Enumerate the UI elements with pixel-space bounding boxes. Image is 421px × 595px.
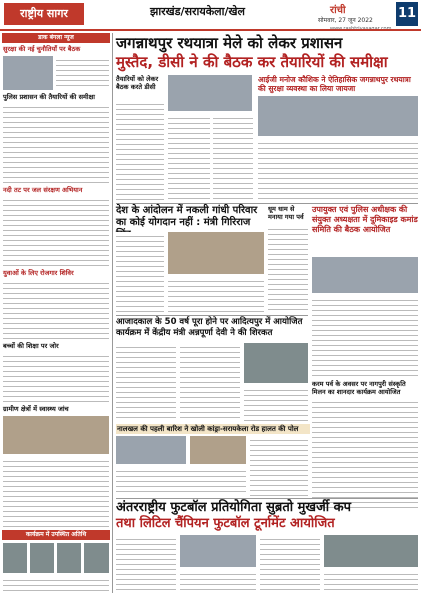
mid-story-photo: [168, 232, 264, 274]
bottom-story-headline-2: तथा लिटिल चैंपियन फुटबॉल टूर्नामेंट आयोजित: [116, 516, 335, 531]
lower-story-text-col-1: [116, 343, 176, 421]
masthead: [0, 0, 421, 30]
top-story-text-col-1: [116, 100, 164, 200]
right-story-1-text: [258, 139, 418, 200]
section-title: झारखंड/सरायकेला/खेल: [150, 5, 245, 18]
bottom-story-photo-2: [324, 535, 418, 567]
left-headline-2: पुलिस प्रशासन की तैयारियों की समीक्षा: [3, 93, 95, 101]
page-number: 11: [396, 2, 418, 26]
left-headline-3: नदी तट पर जल संरक्षण अभियान: [3, 186, 83, 194]
divider-mid: [116, 315, 308, 316]
top-story-caption: तैयारियों को लेकर बैठक करते डीसी: [116, 75, 159, 91]
right-story-1-headline: आईजी मनोज कौशिक ने ऐतिहासिक जगन्नाथपुर रथयात्रा की सुरक्षा व्यवस्था का लिया जायजा: [258, 75, 411, 93]
newspaper-logo: राष्ट्रीय सागर: [4, 3, 84, 25]
bottom-story-text-col-3: [260, 535, 320, 592]
banner-text: [250, 436, 308, 496]
bottom-story-photo-1: [180, 535, 256, 567]
top-story-photo: [168, 75, 252, 111]
column-divider-left: [112, 33, 113, 593]
left-text-block-6: [3, 457, 109, 527]
person-photo-2: [30, 543, 54, 573]
top-story-headline-1: जगन्नाथपुर रथयात्रा मेले को लेकर प्रशासन: [116, 34, 343, 52]
top-story-headline-2: मुस्तैद, डीसी ने की बैठक कर तैयारियों की समीक्षा: [116, 53, 388, 71]
banner-text-2: [116, 467, 246, 496]
left-headline-4: युवाओं के लिए रोजगार शिविर: [3, 269, 74, 277]
person-photo-1: [3, 543, 27, 573]
bottom-story-text-col-1: [116, 535, 176, 592]
mid-story-text-col-2: [168, 277, 264, 312]
banner-photo-2: [190, 436, 246, 464]
right-story-2-small-headline: धूम धाम से मनाया गया पर्व: [268, 205, 304, 221]
right-story-2-photo: [312, 257, 418, 293]
right-story-3-text: [312, 398, 418, 508]
person-photo-3: [57, 543, 81, 573]
right-story-1-photo: [258, 96, 418, 136]
banner-story-headline: नालखल की पहली बारिश ने खोली कांड्रा-सरायकेला रोड हालत की पोल: [116, 424, 310, 434]
masthead-rule: [0, 29, 421, 31]
left-headline-1: सुरक्षा की नई चुनौतियाँ पर बैठक: [3, 45, 81, 53]
left-text-block-1: [56, 56, 109, 90]
left-photo-2: [3, 416, 109, 454]
right-story-2-text: [312, 296, 418, 376]
lower-story-text-col-2: [180, 343, 240, 421]
brief-text: [268, 225, 308, 312]
right-story-2-headline: उपायुक्त एवं पुलिस अधीक्षक की संयुक्त अध्यक्षता में दुमिकाइड कमांड समिति की बैठक आयोजित: [312, 205, 418, 234]
lower-story-headline: आजादकाल के 50 वर्ष पूरा होने पर आदित्यपुर में आयोजित कार्यक्रम में केंद्रीय मंत्री अन्नपूर्णा देवी ने की शिरकत: [116, 317, 303, 338]
person-photo-4: [84, 543, 109, 573]
top-story-text-col-3: [213, 114, 253, 200]
left-text-block-5: [3, 352, 109, 402]
mid-story-headline: देश के आंदोलन में नकली गांधी परिवार का कोई योगदान नहीं : मंत्री गिरिराज: [116, 205, 258, 228]
left-headline-5: बच्चों की शिक्षा पर जोर: [3, 342, 59, 350]
left-text-block-2: [3, 103, 109, 183]
top-story-text-col-2: [168, 114, 210, 200]
city-name: रांची: [330, 5, 346, 16]
divider-bottom: [116, 498, 418, 499]
divider-top: [116, 203, 418, 204]
left-headline-6: ग्रामीण क्षेत्रों में स्वास्थ्य जांच: [3, 405, 69, 413]
banner-photo-1: [116, 436, 186, 464]
lower-story-text-col-3: [244, 386, 308, 421]
left-text-block-3: [3, 196, 109, 266]
bottom-story-headline-1: अंतरराष्ट्रीय फुटबॉल प्रतियोगिता सुब्रतो मुखर्जी कप: [116, 500, 351, 515]
left-bottom-band: कार्यक्रम में उपस्थित अतिथि: [2, 530, 110, 540]
mid-story-text-col-1: [116, 232, 164, 312]
lower-story-photo: [244, 343, 308, 383]
issue-date: सोमवार, 27 जून 2022: [318, 17, 373, 24]
left-column-band: डाक बंगला न्यूज: [2, 33, 110, 43]
left-text-block-7: [3, 576, 109, 592]
left-text-block-4: [3, 279, 109, 339]
left-photo-1: [3, 56, 53, 90]
bottom-story-text-col-4: [324, 570, 418, 592]
right-story-3-headline: करम पर्व के अवसर पर नागपुरी संस्कृति मिलन का शानदार कार्यक्रम आयोजित: [312, 380, 406, 396]
bottom-story-text-col-2: [180, 570, 256, 592]
